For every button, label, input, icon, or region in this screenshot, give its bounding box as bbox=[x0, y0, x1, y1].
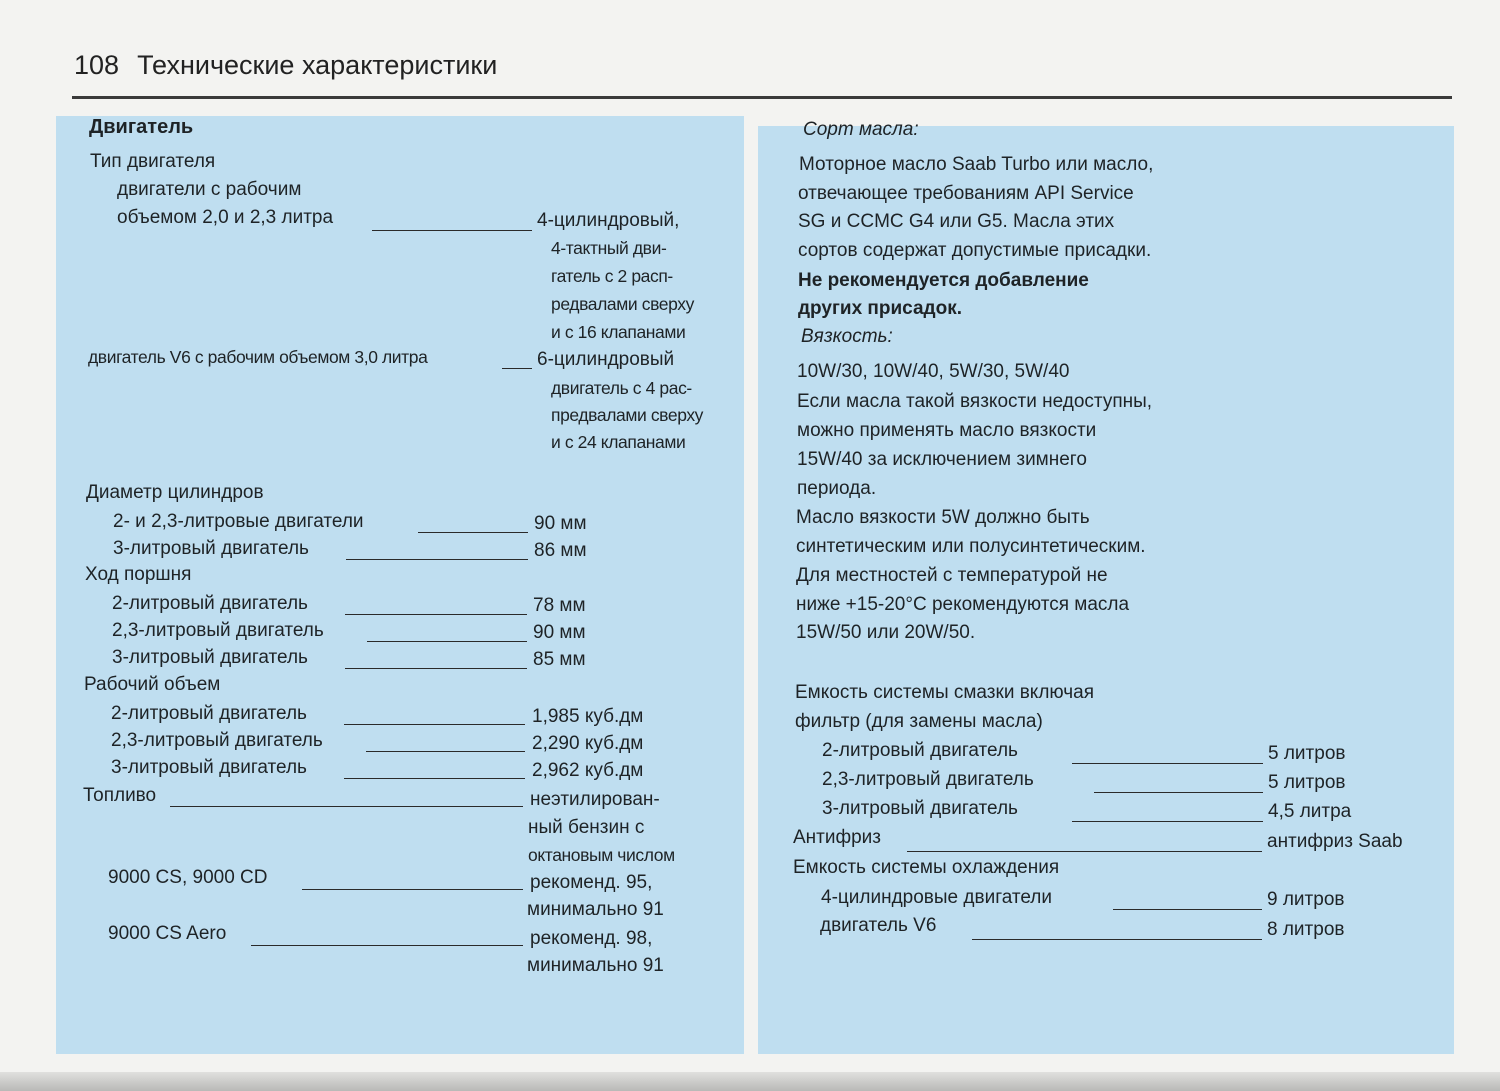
leader-line bbox=[346, 559, 528, 560]
bore-label: Диаметр цилиндров bbox=[86, 482, 264, 503]
lube-row-1-label: 2,3-литровый двигатель bbox=[822, 769, 1034, 790]
bore-row-0-label: 2- и 2,3-литровые двигатели bbox=[113, 511, 364, 532]
engine-type-sub1-value-4: и с 16 клапанами bbox=[551, 322, 686, 342]
displacement-row-2-value: 2,962 куб.дм bbox=[532, 760, 644, 781]
displacement-row-0-label: 2-литровый двигатель bbox=[111, 703, 307, 724]
fuel-model-1-value-0: рекоменд. 98, bbox=[530, 928, 653, 949]
cooling-row-1-value: 8 литров bbox=[1267, 919, 1345, 940]
leader-line bbox=[1113, 909, 1262, 910]
page-edge-shadow bbox=[0, 1072, 1500, 1091]
lube-row-1-value: 5 литров bbox=[1268, 772, 1346, 793]
leader-line bbox=[502, 368, 532, 369]
oil-grade-line-2: SG и CCMC G4 или G5. Масла этих bbox=[798, 211, 1115, 232]
fuel-value-0: неэтилирован- bbox=[530, 789, 660, 810]
displacement-row-0-value: 1,985 куб.дм bbox=[532, 706, 644, 727]
leader-line bbox=[251, 945, 523, 946]
stroke-row-0-label: 2-литровый двигатель bbox=[112, 593, 308, 614]
engine-type-sub1-line2: объемом 2,0 и 2,3 литра bbox=[117, 207, 334, 228]
fuel-model-0-label: 9000 CS, 9000 CD bbox=[108, 867, 268, 888]
engine-type-sub1-value-3: редвалами сверху bbox=[551, 294, 694, 314]
lube-row-0-value: 5 литров bbox=[1268, 743, 1346, 764]
engine-type-sub2-label: двигатель V6 с рабочим объемом 3,0 литра bbox=[88, 347, 428, 367]
leader-line bbox=[1094, 792, 1263, 793]
lube-row-2-label: 3-литровый двигатель bbox=[822, 798, 1018, 819]
leader-line bbox=[345, 614, 527, 615]
viscosity-title: Вязкость: bbox=[801, 326, 893, 347]
fuel-model-1-value-1: минимально 91 bbox=[527, 955, 664, 976]
oil-grade-line-1: отвечающее требованиям API Service bbox=[798, 183, 1134, 204]
fuel-value-1: ный бензин с bbox=[528, 817, 645, 838]
leader-line bbox=[344, 724, 525, 725]
leader-line bbox=[418, 532, 528, 533]
cooling-capacity-label: Емкость системы охлаждения bbox=[793, 857, 1060, 878]
fuel-model-1-label: 9000 CS Aero bbox=[108, 923, 227, 944]
viscosity-line-9: 15W/50 или 20W/50. bbox=[796, 622, 976, 643]
stroke-row-1-value: 90 мм bbox=[533, 622, 586, 643]
leader-line bbox=[1072, 821, 1263, 822]
fuel-model-0-value-1: минимально 91 bbox=[527, 899, 664, 920]
stroke-row-2-label: 3-литровый двигатель bbox=[112, 647, 308, 668]
bore-row-0-value: 90 мм bbox=[534, 513, 587, 534]
bore-row-1-label: 3-литровый двигатель bbox=[113, 538, 309, 559]
displacement-label: Рабочий объем bbox=[84, 674, 221, 695]
leader-line bbox=[366, 751, 525, 752]
stroke-row-1-label: 2,3-литровый двигатель bbox=[112, 620, 324, 641]
fuel-label: Топливо bbox=[83, 785, 157, 806]
leader-line bbox=[907, 851, 1262, 852]
page-title: Технические характеристики bbox=[137, 50, 498, 80]
stroke-row-2-value: 85 мм bbox=[533, 649, 586, 670]
viscosity-line-4: периода. bbox=[797, 478, 877, 499]
engine-type-sub1-line1: двигатели с рабочим bbox=[117, 179, 302, 200]
section-title-engine: Двигатель bbox=[89, 116, 194, 138]
oil-grade-line-3: сортов содержат допустимые присадки. bbox=[798, 240, 1152, 261]
viscosity-line-0: 10W/30, 10W/40, 5W/30, 5W/40 bbox=[797, 361, 1070, 382]
viscosity-line-1: Если масла такой вязкости недоступны, bbox=[797, 391, 1153, 412]
displacement-row-1-label: 2,3-литровый двигатель bbox=[111, 730, 323, 751]
viscosity-line-5: Масло вязкости 5W должно быть bbox=[796, 507, 1090, 528]
cooling-row-0-label: 4-цилиндровые двигатели bbox=[821, 887, 1052, 908]
engine-type-sub2-value-0: 6-цилиндровый bbox=[537, 349, 675, 370]
leader-line bbox=[972, 939, 1262, 940]
lube-capacity-label-line2: фильтр (для замены масла) bbox=[795, 711, 1043, 732]
cooling-row-1-label: двигатель V6 bbox=[820, 915, 937, 936]
engine-type-sub2-value-3: и с 24 клапанами bbox=[551, 432, 686, 452]
fuel-model-0-value-0: рекоменд. 95, bbox=[530, 872, 653, 893]
leader-line bbox=[345, 668, 527, 669]
leader-line bbox=[170, 806, 523, 807]
bore-row-1-value: 86 мм bbox=[534, 540, 587, 561]
oil-grade-line-0: Моторное масло Saab Turbo или масло, bbox=[799, 154, 1154, 175]
antifreeze-value: антифриз Saab bbox=[1267, 831, 1403, 852]
viscosity-line-2: можно применять масло вязкости bbox=[797, 420, 1097, 441]
antifreeze-label: Антифриз bbox=[793, 827, 882, 848]
header-rule bbox=[72, 96, 1452, 99]
engine-type-sub2-value-2: предвалами сверху bbox=[551, 405, 704, 425]
viscosity-line-8: ниже +15-20°C рекомендуются масла bbox=[796, 594, 1130, 615]
engine-type-sub1-value-0: 4-цилиндровый, bbox=[537, 210, 680, 231]
warning-line-1: других присадок. bbox=[798, 298, 963, 319]
leader-line bbox=[367, 641, 527, 642]
lube-capacity-label-line1: Емкость системы смазки включая bbox=[795, 682, 1094, 703]
viscosity-line-7: Для местностей с температурой не bbox=[796, 565, 1108, 586]
engine-type-sub2-value-1: двигатель с 4 рас- bbox=[551, 378, 692, 398]
engine-type-label: Тип двигателя bbox=[90, 151, 216, 172]
displacement-row-2-label: 3-литровый двигатель bbox=[111, 757, 307, 778]
stroke-label: Ход поршня bbox=[85, 564, 192, 585]
leader-line bbox=[302, 889, 523, 890]
leader-line bbox=[372, 230, 532, 231]
displacement-row-1-value: 2,290 куб.дм bbox=[532, 733, 644, 754]
page-header bbox=[74, 50, 497, 81]
oil-grade-title: Сорт масла: bbox=[803, 119, 919, 140]
page-number: 108 bbox=[74, 50, 120, 80]
leader-line bbox=[344, 778, 525, 779]
lube-row-0-label: 2-литровый двигатель bbox=[822, 740, 1018, 761]
cooling-row-0-value: 9 литров bbox=[1267, 889, 1345, 910]
warning-line-0: Не рекомендуется добавление bbox=[798, 270, 1089, 291]
leader-line bbox=[1072, 763, 1263, 764]
engine-type-sub1-value-1: 4-тактный дви- bbox=[551, 238, 667, 258]
engine-type-sub1-value-2: гатель с 2 расп- bbox=[551, 266, 673, 286]
viscosity-line-3: 15W/40 за исключением зимнего bbox=[797, 449, 1087, 470]
fuel-value-2: октановым числом bbox=[528, 845, 675, 865]
viscosity-line-6: синтетическим или полусинтетическим. bbox=[796, 536, 1146, 557]
stroke-row-0-value: 78 мм bbox=[533, 595, 586, 616]
lube-row-2-value: 4,5 литра bbox=[1268, 801, 1352, 822]
